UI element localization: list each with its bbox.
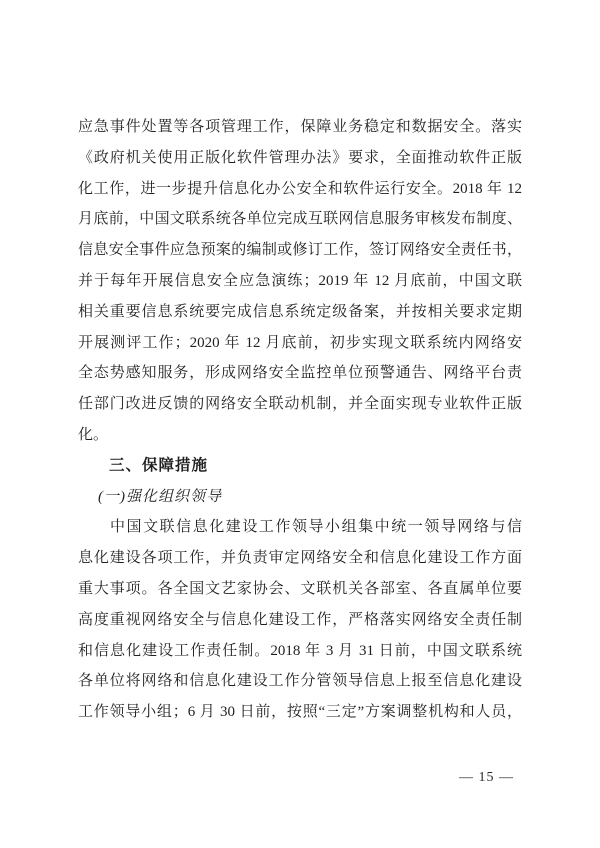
- body-text-line: 各单位将网络和信息化建设工作分管领导信息上报至信息化建设: [78, 673, 522, 690]
- subsection-heading: (一)强化组织领导: [98, 488, 222, 505]
- body-text-line: 并于每年开展信息安全应急演练；2019 年 12 月底前，中国文联: [78, 272, 522, 289]
- body-text-line: 月底前，中国文联系统各单位完成互联网信息服务审核发布制度、: [78, 211, 522, 228]
- document-text-block: [78, 112, 522, 728]
- page-number: — 15 —: [459, 770, 514, 785]
- section-heading: 三、保障措施: [109, 456, 209, 474]
- body-text-line: 全态势感知服务，形成网络安全监控单位预警通告、网络平台责: [78, 365, 522, 382]
- body-text-line: 化。: [78, 426, 109, 443]
- body-text-line: 化工作，进一步提升信息化办公安全和软件运行安全。2018 年 12: [78, 180, 522, 197]
- body-text-line: 任部门改进反馈的网络安全联动机制，并全面实现专业软件正版: [78, 396, 522, 413]
- body-text-line: 开展测评工作；2020 年 12 月底前，初步实现文联系统内网络安: [78, 334, 522, 351]
- body-text-line: 重大事项。各全国文艺家协会、文联机关各部室、各直属单位要: [78, 580, 522, 597]
- body-text-line: 相关重要信息系统要完成信息系统定级备案，并按相关要求定期: [78, 303, 522, 320]
- body-text-line: 信息安全事件应急预案的编制或修订工作，签订网络安全责任书，: [78, 242, 522, 259]
- body-text-line: 《政府机关使用正版化软件管理办法》要求，全面推动软件正版: [78, 149, 522, 166]
- body-text-line: 和信息化建设工作责任制。2018 年 3 月 31 日前，中国文联系统: [78, 642, 522, 659]
- body-text-line: 应急事件处置等各项管理工作，保障业务稳定和数据安全。落实: [78, 119, 522, 135]
- body-text-line: 中国文联信息化建设工作领导小组集中统一领导网络与信: [110, 519, 522, 536]
- body-text-line: 息化建设各项工作，并负责审定网络安全和信息化建设工作方面: [78, 550, 522, 567]
- body-text-line: 工作领导小组；6 月 30 日前，按照“三定”方案调整机构和人员，: [78, 704, 522, 721]
- body-text-line: 高度重视网络安全与信息化建设工作，严格落实网络安全责任制: [78, 611, 522, 628]
